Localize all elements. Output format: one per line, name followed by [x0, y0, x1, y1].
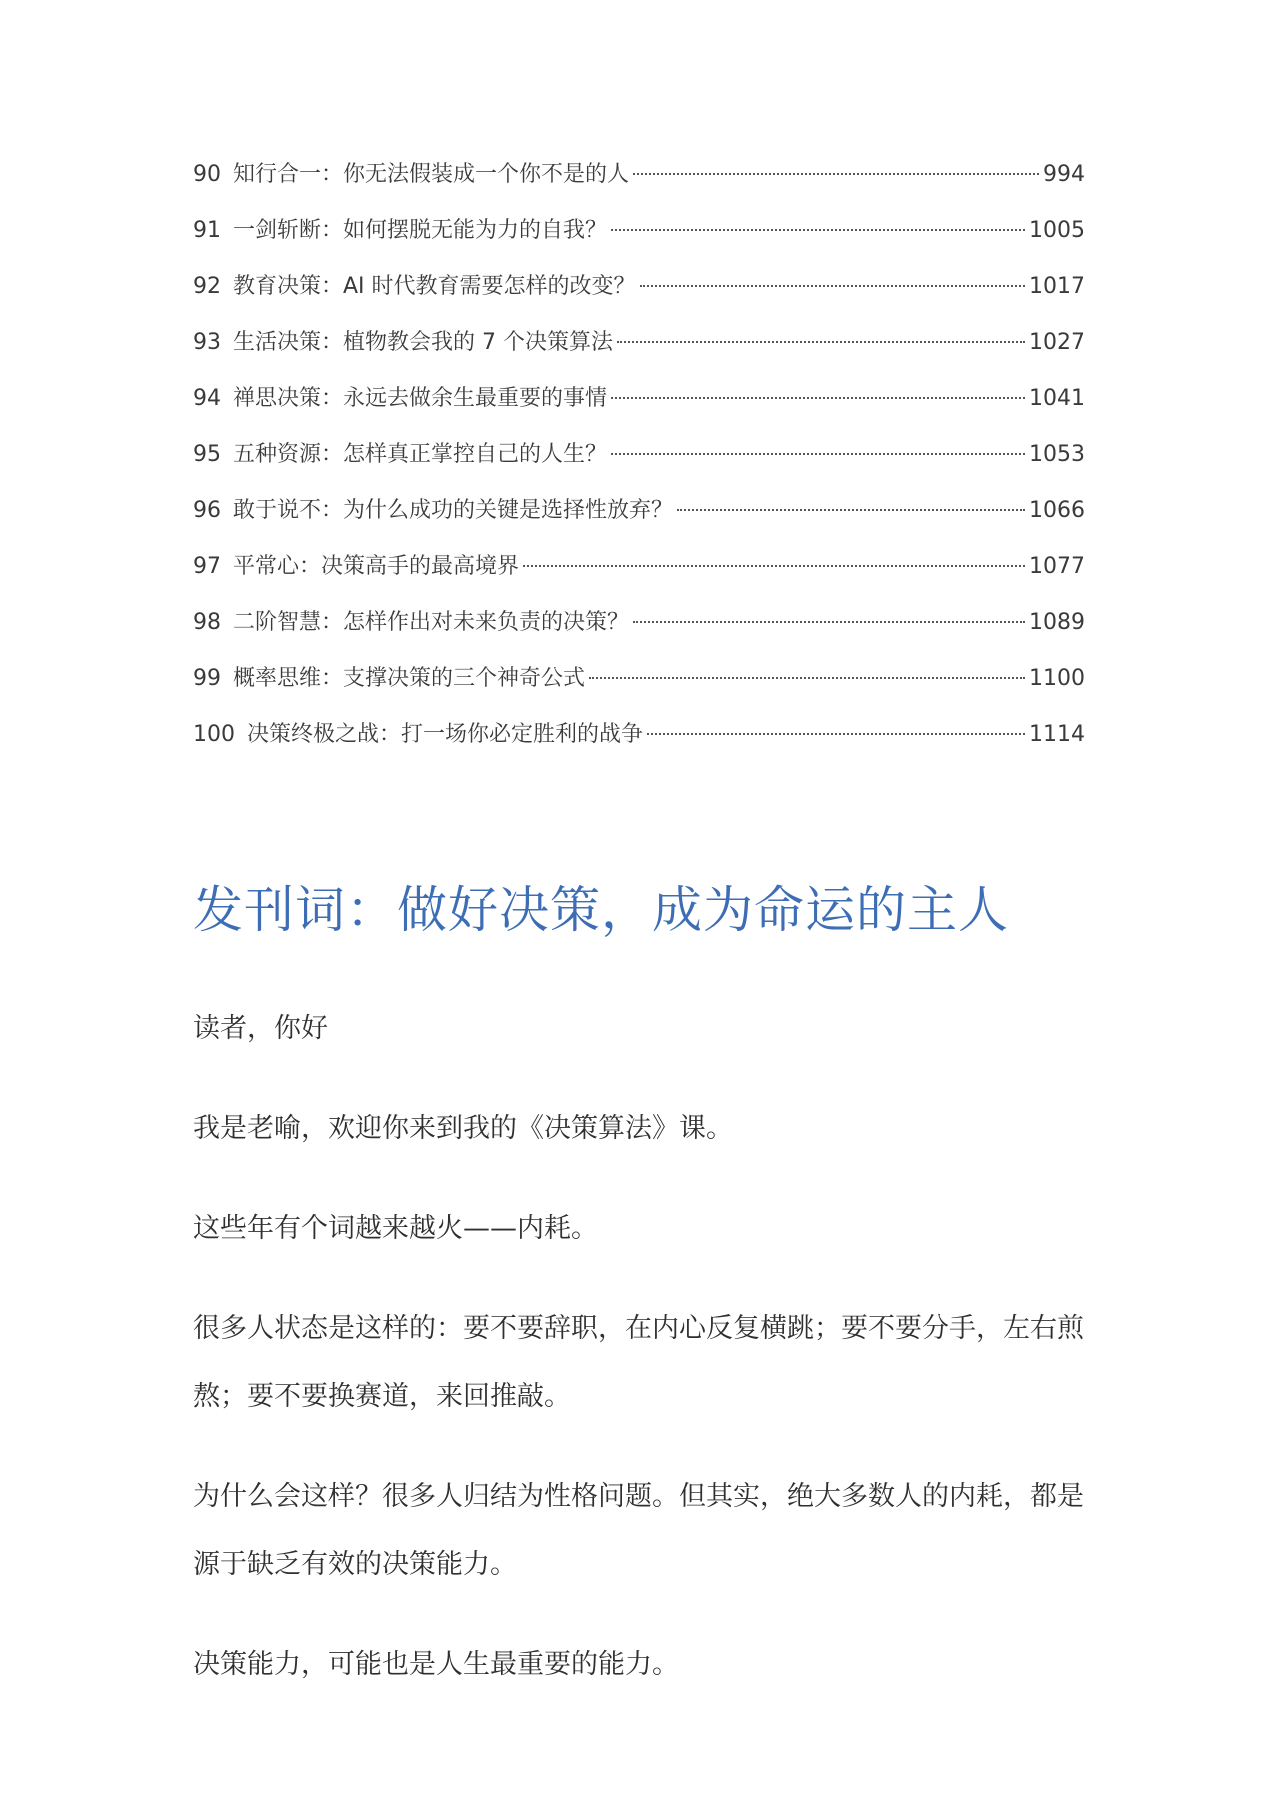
toc-entry-page: 1017	[1029, 274, 1085, 299]
paragraph: 很多人状态是这样的：要不要辞职，在内心反复横跳；要不要分手，左右煎熬；要不要换赛道，来回推敲。	[193, 1313, 1084, 1412]
paragraph: 决策能力，可能也是人生最重要的能力。	[193, 1649, 679, 1680]
toc-entry[interactable]	[193, 491, 1085, 547]
toc-entry-page: 1089	[1029, 610, 1085, 635]
toc-dot-leader	[640, 285, 1025, 287]
toc-entry-page: 1066	[1029, 498, 1085, 523]
toc-dot-leader	[611, 229, 1025, 231]
toc-entry-title: 教育决策：AI 时代教育需要怎样的改变？	[233, 274, 636, 299]
toc-entry-page: 1053	[1029, 442, 1085, 467]
toc-entry[interactable]	[193, 435, 1085, 491]
paragraph: 这些年有个词越来越火——内耗。	[193, 1213, 598, 1244]
toc-entry[interactable]	[193, 155, 1085, 211]
toc-entry-number: 98	[193, 610, 221, 635]
toc-entry[interactable]	[193, 715, 1085, 771]
toc-entry-page: 1005	[1029, 218, 1085, 243]
toc-entry-number: 90	[193, 162, 221, 187]
toc-entry-title: 敢于说不：为什么成功的关键是选择性放弃？	[233, 498, 674, 523]
toc-entry[interactable]	[193, 547, 1085, 603]
section-heading: 发刊词：做好决策，成为命运的主人	[193, 881, 1009, 939]
toc-entry-number: 100	[193, 722, 235, 747]
toc-entry-page: 994	[1043, 162, 1085, 187]
toc-entry-number: 96	[193, 498, 221, 523]
toc-entry-title: 决策终极之战：打一场你必定胜利的战争	[247, 722, 644, 747]
toc-entry-title: 二阶智慧：怎样作出对未来负责的决策？	[233, 610, 630, 635]
toc-entry[interactable]	[193, 267, 1085, 323]
toc-entry-number: 91	[193, 218, 221, 243]
toc-entry-title: 平常心：决策高手的最高境界	[233, 554, 520, 579]
paragraph: 读者，你好	[193, 1013, 328, 1044]
toc-entry[interactable]	[193, 603, 1085, 659]
toc-entry-number: 97	[193, 554, 221, 579]
toc-entry[interactable]	[193, 379, 1085, 435]
toc-entry-title: 概率思维：支撑决策的三个神奇公式	[233, 666, 586, 691]
toc-dot-leader	[647, 733, 1025, 735]
toc-entry-page: 1041	[1029, 386, 1085, 411]
toc-entry-page: 1027	[1029, 330, 1085, 355]
toc-entry-number: 93	[193, 330, 221, 355]
toc-entry-page: 1114	[1029, 722, 1085, 747]
toc-entry-number: 94	[193, 386, 221, 411]
toc-entry-title: 五种资源：怎样真正掌控自己的人生？	[233, 442, 608, 467]
toc-dot-leader	[633, 621, 1025, 623]
toc-entry-title: 生活决策：植物教会我的 7 个决策算法	[233, 330, 613, 355]
toc-dot-leader	[633, 173, 1039, 175]
toc-entry-title: 禅思决策：永远去做余生最重要的事情	[233, 386, 608, 411]
toc-dot-leader	[617, 341, 1025, 343]
section-body	[193, 995, 1085, 1731]
toc-dot-leader	[677, 509, 1025, 511]
toc-entry-page: 1100	[1029, 666, 1085, 691]
toc-entry-number: 99	[193, 666, 221, 691]
toc-entry-page: 1077	[1029, 554, 1085, 579]
toc-entry[interactable]	[193, 211, 1085, 267]
toc-entry-title: 一剑斩断：如何摆脱无能为力的自我？	[233, 218, 608, 243]
toc-dot-leader	[523, 565, 1025, 567]
toc-dot-leader	[611, 397, 1025, 399]
toc-entry[interactable]	[193, 323, 1085, 379]
paragraph: 为什么会这样？很多人归结为性格问题。但其实，绝大多数人的内耗，都是源于缺乏有效的决策能力。	[193, 1481, 1084, 1580]
paragraph: 我是老喻，欢迎你来到我的《决策算法》课。	[193, 1113, 733, 1144]
toc-entry-title: 知行合一：你无法假装成一个你不是的人	[233, 162, 630, 187]
toc-entry-number: 92	[193, 274, 221, 299]
toc-dot-leader	[611, 453, 1025, 455]
toc-dot-leader	[589, 677, 1025, 679]
toc-entry-number: 95	[193, 442, 221, 467]
toc-entry[interactable]	[193, 659, 1085, 715]
table-of-contents	[193, 155, 1085, 771]
